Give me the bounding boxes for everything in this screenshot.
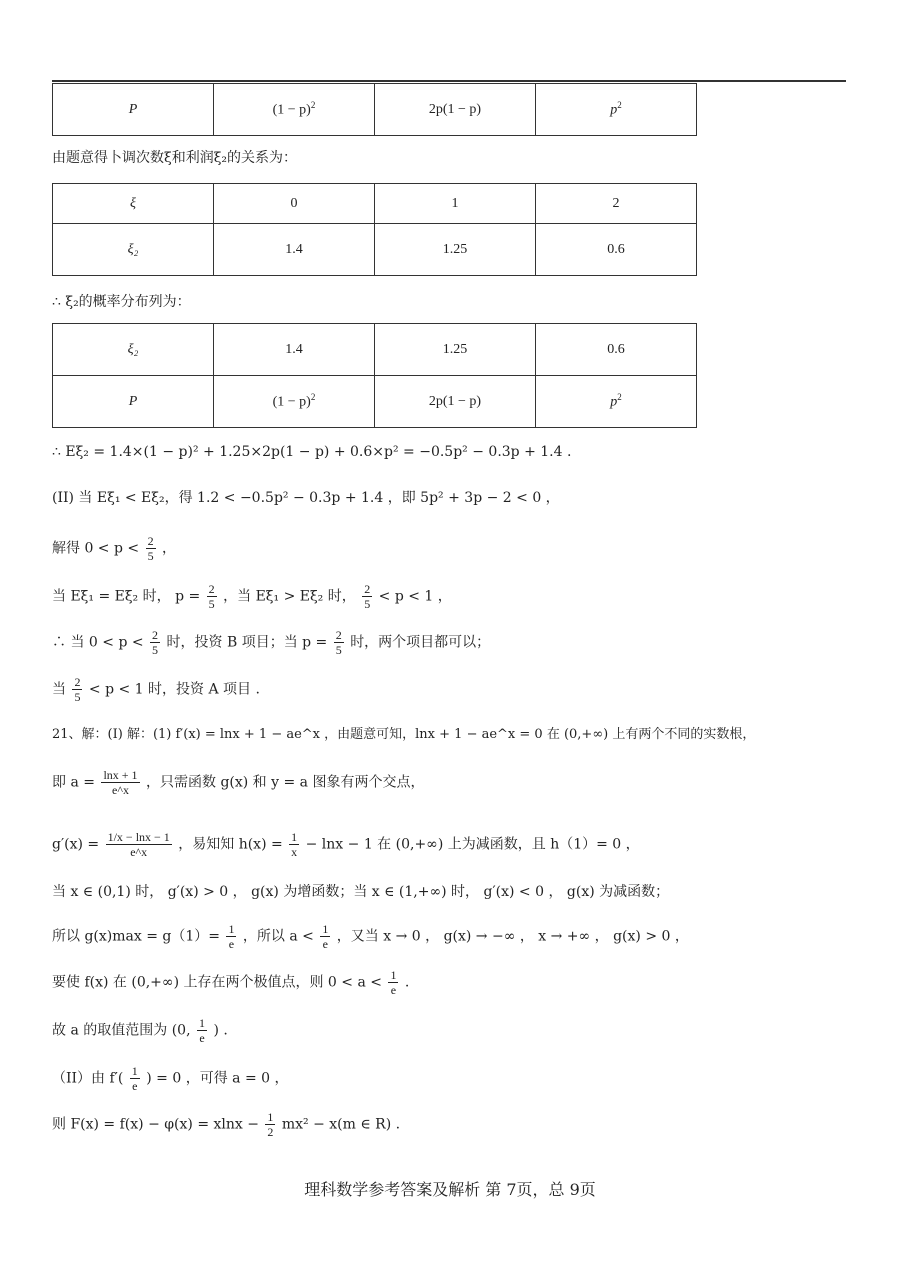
F-definition-line: 则 F(x) = f(x) − φ(x) = xlnx − $\frac{1}{2}$ mx² − x(m ∈ R) . [52,1110,401,1139]
invest-b-line: ∴ 当 0 < p < $\frac{2}{5}$ 时，投资 B 项目；当 p = $\frac{2}{5}$ 时，两个项目都可以； [52,628,491,657]
monotonic-line: 当 x ∈ (0,1) 时， g′(x) > 0 ， g(x) 为增函数；当 x ∈ (1,+∞) 时， g′(x) < 0 ， g(x) 为减函数； [52,884,670,900]
table-cell: $p^2$ [536,376,697,428]
fraction: $\frac{2}{5}$ [152,628,159,657]
table-cell: P [53,84,214,136]
table-cell: $(1 - p)^2$ [214,376,375,428]
a-expression-line: 即 a = $\frac{\ln x + 1}{e\^{}x}$ ，只需函数 g(x) 和 y = a 图象有两个交点， [52,768,425,797]
question21-line: 21、解：(I) 解：(1) f′(x) = lnx + 1 − ae^x ，由题意可知，lnx + 1 − ae^x = 0 在 (0,+∞) 上有两个不同的实数根， [52,727,756,742]
table-cell: 0.6 [536,324,697,376]
top-rule [52,80,846,82]
relation-text: 由题意得卜调次数ξ和利润ξ₂的关系为： [52,150,298,166]
table-cell: 0 [214,184,375,224]
expectation-line: ∴ Eξ₂ = 1.4×(1 − p)² + 1.25×2p(1 − p) + 0.6×p² = −0.5p² − 0.3p + 1.4 . [52,444,572,460]
part-ii-line: （II）由 f′( $\frac{1}{e}$ ) = 0 ，可得 a = 0 ， [52,1064,289,1093]
fraction: $\frac{\ln x + 1}{e\^{}x}$ [103,768,138,797]
table-cell: $(1 - p)^2$ [214,84,375,136]
table-row [53,376,697,428]
table-cell: ξ₂ [53,224,214,276]
table-cell: 1.4 [214,224,375,276]
table-distribution [52,323,697,428]
table-cell: 2p(1 − p) [375,376,536,428]
table-cell: 1 [375,184,536,224]
fraction: $\frac{2}{5}$ [208,582,215,611]
fraction: $\frac{2}{5}$ [74,675,81,704]
extreme-points-line: 要使 f(x) 在 (0,+∞) 上存在两个极值点，则 0 < a < $\frac{1}{e}$ . [52,968,410,997]
g-max-line: 所以 g(x)max = g（1）= $\frac{1}{e}$ ，所以 a < $\frac{1}{e}$ ，又当 x → 0 ， g(x) → −∞ ， x → +∞ ， g(x) > 0 ， [52,922,689,951]
table-cell: ξ [53,184,214,224]
solve-line: 解得 0 < p < $\frac{2}{5}$ ， [52,534,177,563]
table-cell: P [53,376,214,428]
fraction: $\frac{2}{5}$ [364,582,371,611]
part2-line: (II) 当 Eξ₁ < Eξ₂，得 1.2 < −0.5p² − 0.3p + 1.4 ，即 5p² + 3p − 2 < 0 ， [52,490,560,506]
table-cell: 2p(1 − p) [375,84,536,136]
fraction: $\frac{1}{e}$ [131,1064,138,1093]
table-cell: 2 [536,184,697,224]
fraction: $\frac{1/x - \ln x - 1}{e\^{}x}$ [107,830,170,859]
fraction: $\frac{1}{e}$ [198,1016,205,1045]
fraction: $\frac{1}{2}$ [267,1110,274,1139]
invest-a-line: 当 $\frac{2}{5}$ < p < 1 时，投资 A 项目 . [52,675,260,704]
table-cell: 0.6 [536,224,697,276]
g-derivative-line: g′(x) = $\frac{1/x - \ln x - 1}{e\^{}x}$ ，易知知 h(x) = $\frac{1}{x}$ − lnx − 1 在 (0,+∞) 上为减函数，且 h（1）= 0 ， [52,830,640,859]
table-row [53,84,697,136]
table-row [53,224,697,276]
fraction: $\frac{1}{e}$ [228,922,235,951]
fraction: $\frac{1}{e}$ [322,922,329,951]
page-footer: 理科数学参考答案及解析 第 7页，总 9页 [304,1180,596,1199]
table-row [53,184,697,224]
table-cell: $p^2$ [536,84,697,136]
table-prob-top [52,83,697,136]
range-line: 故 a 的取值范围为 (0, $\frac{1}{e}$ ) . [52,1016,228,1045]
table-cell: ξ₂ [53,324,214,376]
distribution-text: ∴ ξ₂的概率分布列为： [52,294,191,310]
fraction: $\frac{2}{5}$ [335,628,342,657]
table-cell: 1.25 [375,324,536,376]
fraction: $\frac{2}{5}$ [147,534,154,563]
fraction: $\frac{1}{e}$ [390,968,397,997]
table-cell: 1.4 [214,324,375,376]
table-row [53,324,697,376]
equal-case-line: 当 Eξ₁ = Eξ₂ 时， p = $\frac{2}{5}$ ，当 Eξ₁ > Eξ₂ 时， $\frac{2}{5}$ < p < 1 ， [52,582,452,611]
fraction: $\frac{1}{x}$ [291,830,298,859]
table-cell: 1.25 [375,224,536,276]
table-relation [52,183,697,276]
